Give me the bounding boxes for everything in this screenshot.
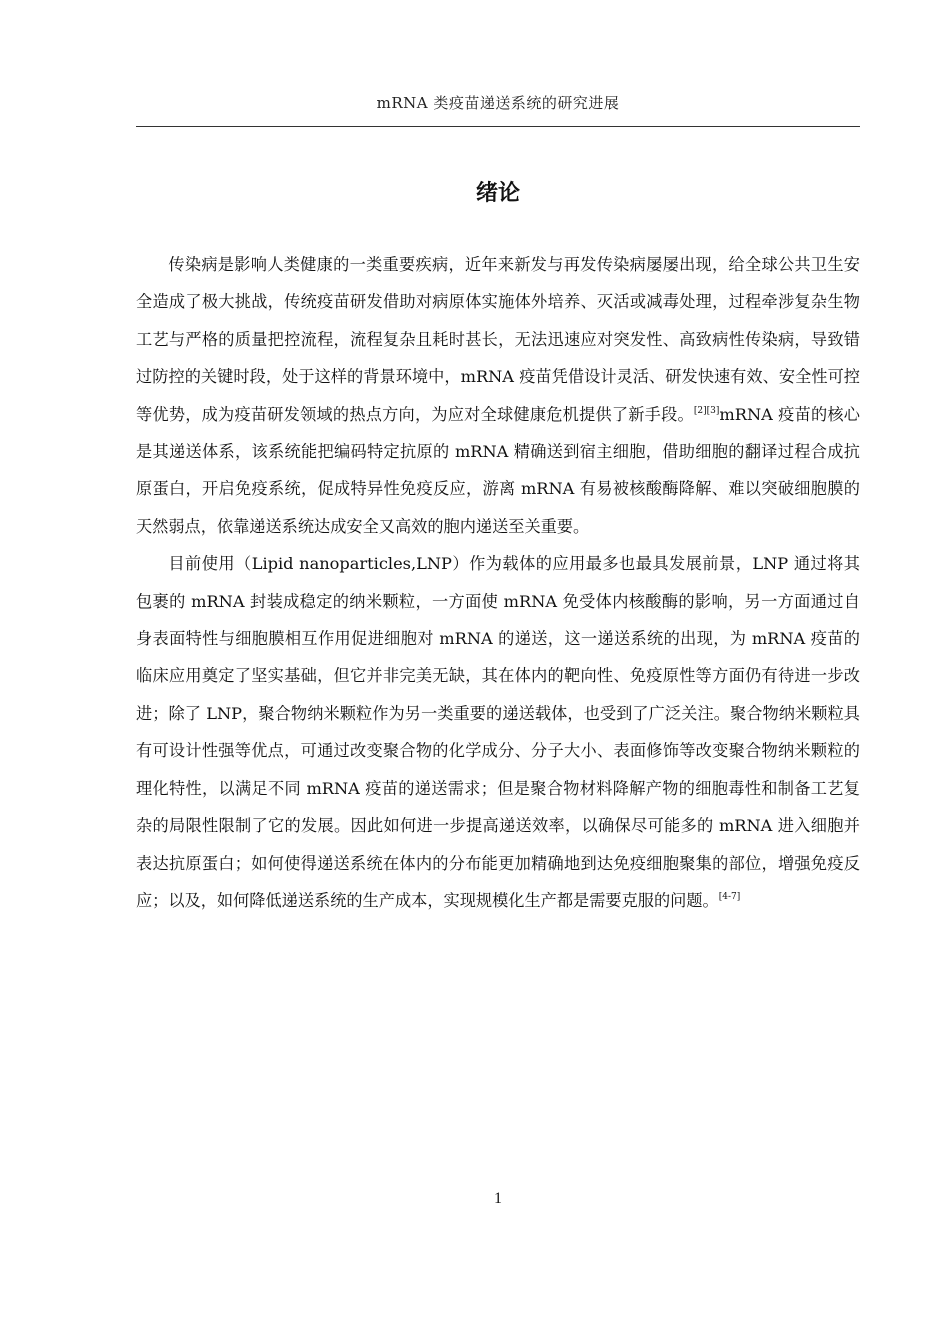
header-rule <box>136 126 860 127</box>
paragraph-2 <box>136 545 860 919</box>
body-text <box>136 246 860 919</box>
paragraph-1 <box>136 246 860 545</box>
citation: [2][3] <box>693 405 720 416</box>
citation: [4-7] <box>718 891 741 902</box>
chapter-title: 绪论 <box>475 181 520 206</box>
paragraph-text: 目前使用（Lipid nanoparticles,LNP）作为载体的应用最多也最具发展前景，LNP 通过将其包裹的 mRNA 封装成稳定的纳米颗粒，一方面使 mRNA 免受体内核酸酶的影响，另一方面通过自身表面特性与细胞膜相互作用促进细胞对 mRNA 的递送，这一递送系统的出现，为 mRNA 疫苗的临床应用奠定了坚实基础，但它并非完美无缺，其在体内的靶向性、免疫原性等方面仍有待进一步改进；除了 LNP，聚合物纳米颗粒作为另一类重要的递送载体，也受到了广泛关注。聚合物纳米颗粒具有可设计性强等优点，可通过改变聚合物的化学成分、分子大小、表面修饰等改变聚合物纳米颗粒的理化特性，以满足不同 mRNA 疫苗的递送需求；但是聚合物材料降解产物的细胞毒性和制备工艺复杂的局限性限制了它的发展。因此如何进一步提高递送效率，以确保尽可能多的 mRNA 进入细胞并表达抗原蛋白；如何使得递送系统在体内的分布能更加精确地到达免疫细胞聚集的部位，增强免疫反应；以及，如何降低递送系统的生产成本，实现规模化生产都是需要克服的问题。 <box>136 554 860 910</box>
paragraph-text: 传染病是影响人类健康的一类重要疾病，近年来新发与再发传染病屡屡出现，给全球公共卫生安全造成了极大挑战，传统疫苗研发借助对病原体实施体外培养、灭活或减毒处理，过程牵涉复杂生物工艺与严格的质量把控流程，流程复杂且耗时甚长，无法迅速应对突发性、高致病性传染病，导致错过防控的关键时段，处于这样的背景环境中，mRNA 疫苗凭借设计灵活、研发快速有效、安全性可控等优势，成为疫苗研发领域的热点方向，为应对全球健康危机提供了新手段。 <box>136 255 860 424</box>
paragraph-text: mRNA 疫苗的核心是其递送体系，该系统能把编码特定抗原的 mRNA 精确送到宿主细胞，借助细胞的翻译过程合成抗原蛋白，开启免疫系统，促成特异性免疫反应，游离 mRNA 有易被核酸酶降解、难以突破细胞膜的天然弱点，依靠递送系统达成安全又高效的胞内递送至关重要。 <box>136 404 860 536</box>
page-number: 1 <box>494 1190 502 1207</box>
running-header: mRNA 类疫苗递送系统的研究进展 <box>376 94 620 112</box>
